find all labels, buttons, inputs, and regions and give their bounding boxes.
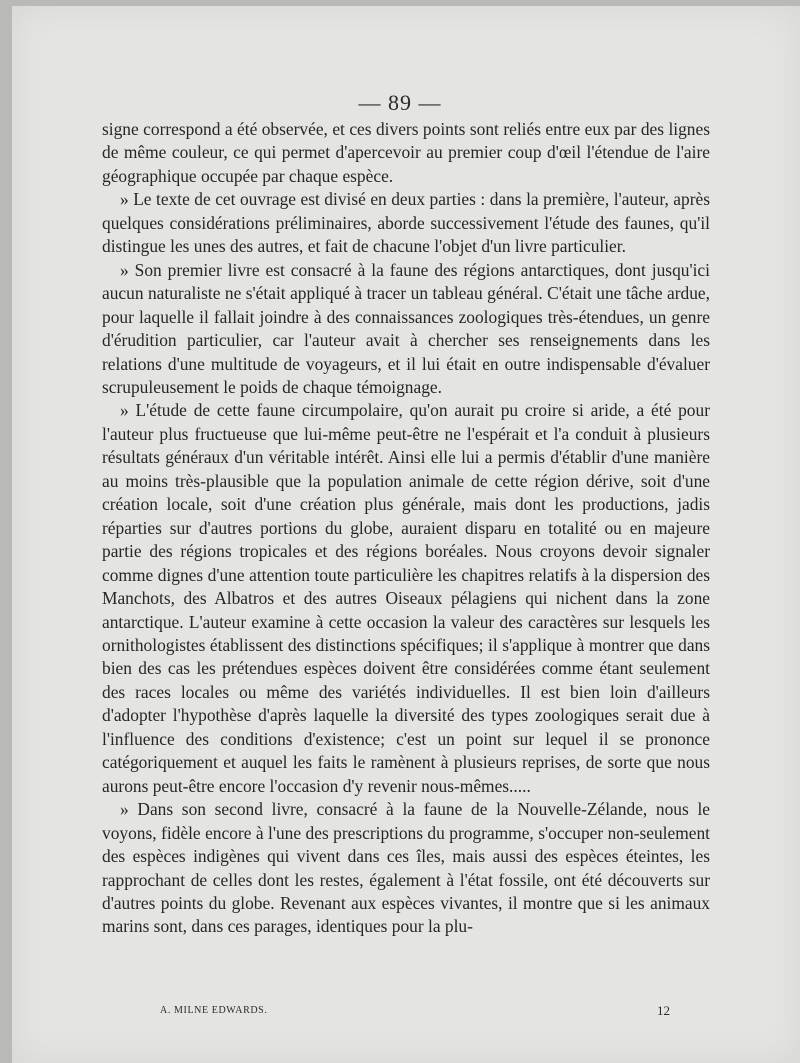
- paragraph-second-book: » Dans son second livre, consacré à la faune de la Nouvelle-Zélande, nous le voyons, fidèle encore à l'une des prescriptions du programme, s'occuper non-seulement des espèces indigènes qui vivent dans ces îles, mais aussi des espèces éteintes, les rapprochant de celles dont les restes, également à l'état fossile, ont été découverts sur d'autres points du globe. Revenant aux espèces vivantes, il montre que si les animaux marins sont, dans ces parages, identiques pour la plu-: [102, 799, 710, 937]
- paragraph-continuation: signe correspond a été observée, et ces divers points sont reliés entre eux par des lignes de même couleur, ce qui permet d'apercevoir au premier coup d'œil l'étendue de l'aire géographique occupée par chaque espèce.: [102, 119, 710, 186]
- signature-mark: A. MILNE EDWARDS.: [160, 1005, 268, 1016]
- paragraph-circumpolar-fauna: » L'étude de cette faune circumpolaire, qu'on aurait pu croire si aride, a été pour l'auteur plus fructueuse que lui-même peut-être ne l'espérait et l'a conduit à plusieurs résultats généraux d'un véritable intérêt. Ainsi elle lui a permis d'établir d'une manière au moins très-plausible que la population animale de cette région dérive, soit d'une création locale, soit d'une création plus générale, mais dont les productions, jadis réparties sur d'autres portions du globe, auraient disparu en totalité ou en majeure partie des régions tropicales et des régions boréales. Nous croyons devoir signaler comme dignes d'une attention toute particulière les chapitres relatifs à la dispersion des Manchots, des Albatros et des autres Oiseaux pélagiens qui nichent dans la zone antarctique. L'auteur examine à cette occasion la valeur des caractères sur lesquels les ornithologistes établissent des distinctions spécifiques; il s'applique à montrer que dans bien des cas les prétendues espèces doivent être considérées comme étant seulement des races locales ou même des variétés individuelles. Il est bien loin d'ailleurs d'adopter l'hypothèse d'après laquelle la diversité des types zoologiques serait due à l'influence des conditions d'existence; c'est un point sur lequel il se prononce catégoriquement et auquel les faits le ramènent à plusieurs reprises, de sorte que nous aurons peut-être encore l'occasion d'y revenir nous-mêmes.....: [102, 400, 710, 796]
- paragraph-first-book: » Son premier livre est consacré à la faune des régions antarctiques, dont jusqu'ici aucun naturaliste ne s'était appliqué à tracer un tableau général. C'était une tâche ardue, pour laquelle il fallait joindre à des connaissances zoologiques très-étendues, un genre d'érudition particulier, car l'auteur avait à chercher ses renseignements dans les relations d'une multitude de voyageurs, et il lui était en outre indispensable d'évaluer scrupuleusement le poids de chaque témoignage.: [102, 259, 710, 397]
- page-number: — 89 —: [358, 90, 442, 115]
- body-text: [102, 118, 710, 939]
- paragraph-text-division: » Le texte de cet ouvrage est divisé en deux parties : dans la première, l'auteur, après quelques considérations préliminaires, aborde successivement l'étude des faunes, qu'il distingue les unes des autres, et fait de chacune l'objet d'un livre particulier.: [102, 189, 710, 257]
- sheet-number: 12: [657, 1003, 670, 1018]
